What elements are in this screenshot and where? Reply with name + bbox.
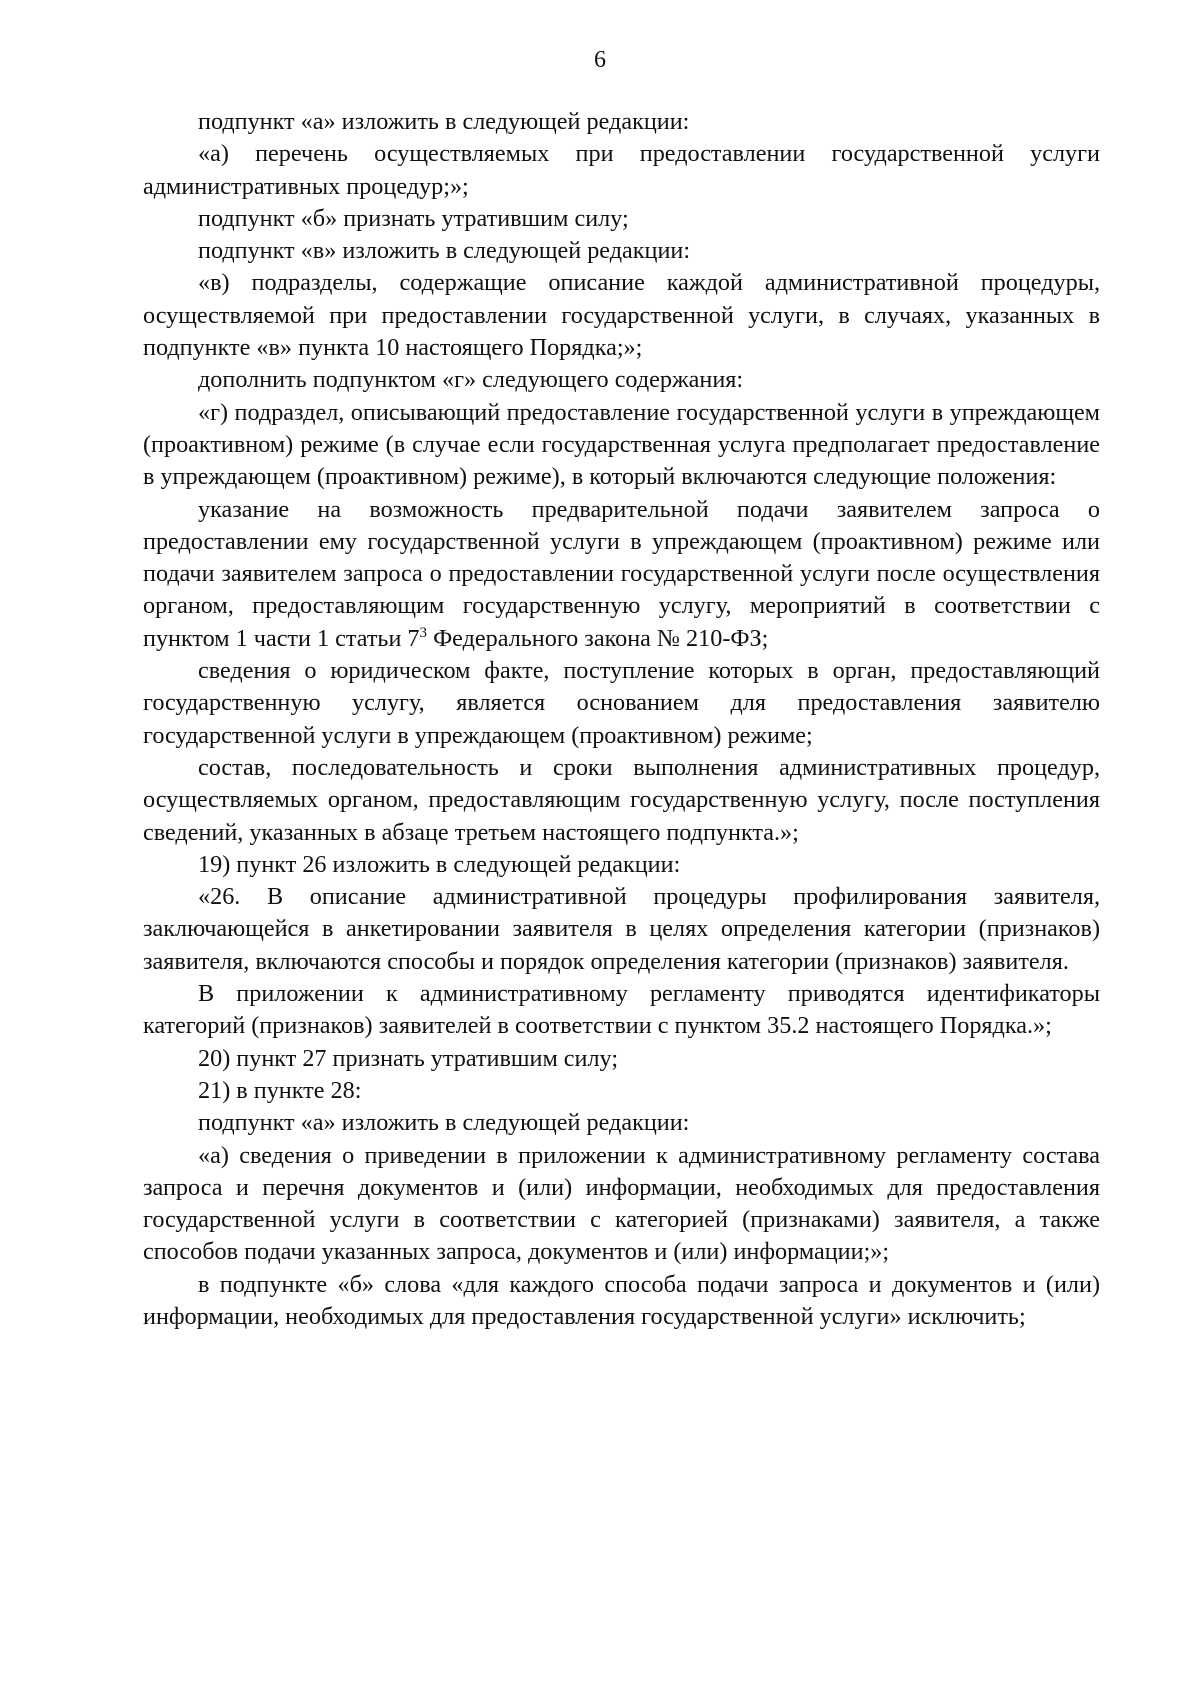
paragraph: в подпункте «б» слова «для каждого способа подачи запроса и документов и (или) информации, необходимых для предоставления государственной услуги» исключить; <box>143 1270 1100 1330</box>
paragraph: подпункт «в» изложить в следующей редакции: <box>198 237 691 265</box>
paragraph: «26. В описание административной процедуры профилирования заявителя, заключающейся в анкетировании заявителя в целях определения категории (признаков) заявителя, включаются способы и порядок определения категории (признаков) заявителя. <box>143 883 1100 975</box>
paragraph: «г) подраздел, описывающий предоставление государственной услуги в упреждающем (проактивном) режиме (в случае если государственная услуга предполагает предоставление в упреждающем (проактивном) режиме), в который включаются следующие положения: <box>143 398 1100 491</box>
paragraph: подпункт «б» признать утратившим силу; <box>198 204 629 232</box>
paragraph-text: Федерального закона № 210-ФЗ; <box>427 624 769 652</box>
paragraph: подпункт «а» изложить в следующей редакции: <box>198 108 690 135</box>
article-superscript: 3 <box>419 624 428 641</box>
paragraph: дополнить подпунктом «г» следующего содержания: <box>198 366 744 394</box>
paragraph: 20) пункт 27 признать утратившим силу; <box>198 1044 619 1072</box>
paragraph-with-superscript <box>143 494 1100 655</box>
paragraph: 21) в пункте 28: <box>198 1076 362 1104</box>
paragraph: «в) подразделы, содержащие описание каждой административной процедуры, осуществляемой при предоставлении государственной услуги, в случаях, указанных в подпункте «в» пункта 10 настоящего Порядка;»; <box>143 269 1100 362</box>
paragraph: «а) перечень осуществляемых при предоставлении государственной услуги административных процедур;»; <box>143 140 1100 200</box>
page-number: 6 <box>594 47 606 73</box>
paragraph: 19) пункт 26 изложить в следующей редакции: <box>198 850 681 878</box>
paragraph: сведения о юридическом факте, поступление которых в орган, предоставляющий государственную услугу, является основанием для предоставления заявителю государственной услуги в упреждающем (проактивном) режиме; <box>143 657 1100 749</box>
paragraph: состав, последовательность и сроки выполнения административных процедур, осуществляемых органом, предоставляющим государственную услугу, после поступления сведений, указанных в абзаце третьем настоящего подпункта.»; <box>143 753 1100 846</box>
paragraph: подпункт «а» изложить в следующей редакции: <box>198 1109 690 1137</box>
document-body <box>143 106 1100 1333</box>
paragraph: В приложении к административному регламенту приводятся идентификаторы категорий (признаков) заявителей в соответствии с пунктом 35.2 настоящего Порядка.»; <box>143 980 1100 1040</box>
paragraph: «а) сведения о приведении в приложении к административному регламенту состава запроса и перечня документов и (или) информации, необходимых для предоставления государственной услуги в соответствии с категорией (признаками) заявителя, а также способов подачи указанных запроса, документов и (или) информации;»; <box>143 1141 1100 1266</box>
paragraph-text: указание на возможность предварительной подачи заявителем запроса о предоставлении ему государственной услуги в упреждающем (проактивном) режиме или подачи заявителем запроса о предоставлении государственной услуги после осуществления органом, предоставляющим государственную услугу, мероприятий в соответствии с пунктом 1 части 1 статьи 7 <box>143 495 1100 652</box>
